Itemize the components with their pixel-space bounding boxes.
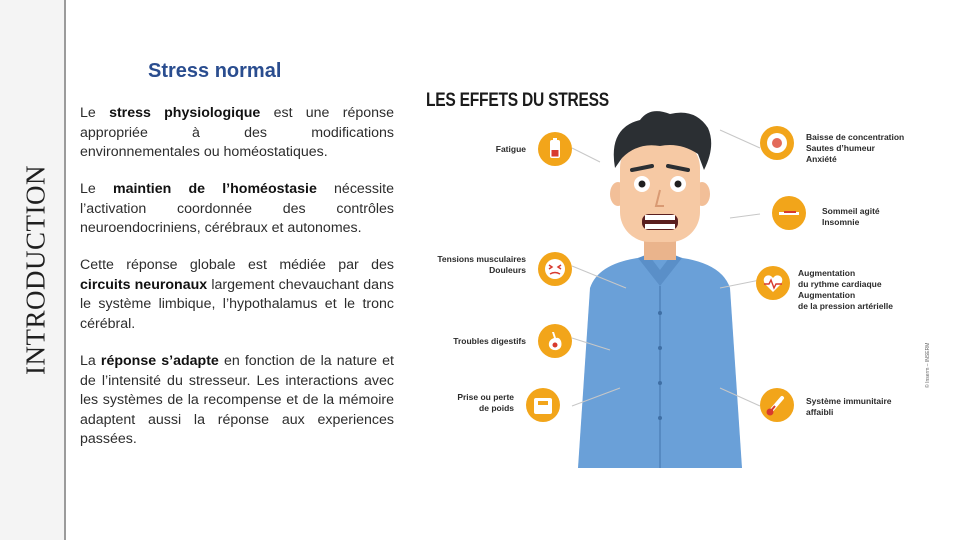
effect-line: Anxiété bbox=[806, 154, 837, 164]
effect-line: affaibli bbox=[806, 407, 834, 417]
effect-line: du rythme cardiaque bbox=[798, 279, 882, 289]
effect-line: Tensions musculaires bbox=[437, 254, 526, 264]
bold-term: circuits neuronaux bbox=[80, 276, 208, 293]
paragraph-homeostasis bbox=[80, 180, 394, 239]
effect-line: de poids bbox=[479, 403, 514, 413]
bold-term: stress physiologique bbox=[109, 105, 261, 121]
effect-line: Augmentation bbox=[798, 268, 856, 278]
effect-sleep bbox=[822, 206, 932, 228]
section-label: INTRODUCTION bbox=[20, 165, 51, 375]
infographic-title: LES EFFETS DU STRESS bbox=[426, 90, 609, 111]
effect-immune bbox=[806, 396, 936, 418]
paragraph-adaptive-response bbox=[80, 352, 394, 450]
effect-line: Insomnie bbox=[822, 217, 860, 227]
slide-title: Stress normal bbox=[148, 60, 282, 82]
bed-icon bbox=[772, 196, 806, 230]
effect-line: Sommeil agité bbox=[822, 206, 880, 216]
effect-line: Fatigue bbox=[495, 144, 526, 154]
heart-icon bbox=[756, 266, 790, 300]
brain-icon bbox=[760, 126, 794, 160]
text: La bbox=[80, 353, 101, 369]
effect-concentration bbox=[806, 132, 936, 165]
effect-weight bbox=[420, 392, 514, 414]
text: Le bbox=[80, 105, 110, 121]
stomach-icon bbox=[538, 324, 572, 358]
pain-face-icon bbox=[538, 252, 572, 286]
effect-muscle-tension bbox=[420, 254, 526, 276]
battery-icon bbox=[538, 132, 572, 166]
paragraph-neuronal-circuits bbox=[80, 256, 394, 334]
paragraph-physiological-stress bbox=[80, 104, 394, 163]
text: est une réponse appropriée à des modifications environnementales ou homéostatiques. bbox=[80, 105, 394, 160]
text: en fonction de la nature et de l’intensité du stresseur. Les interactions avec les systèmes de la recompense et de la mémoire adaptent aussi la réponse aux experiences passées. bbox=[80, 353, 394, 447]
effect-line: Douleurs bbox=[489, 265, 526, 275]
effect-line: Système immunitaire bbox=[806, 396, 892, 406]
stress-effects-infographic bbox=[420, 88, 940, 468]
scale-icon bbox=[526, 388, 560, 422]
effect-line: de la pression artérielle bbox=[798, 301, 893, 311]
bold-term: réponse s’adapte bbox=[100, 353, 219, 369]
effect-heart-rate bbox=[798, 268, 936, 312]
sidebar-band bbox=[0, 0, 66, 540]
effect-digestive bbox=[420, 336, 526, 347]
text: Le bbox=[80, 181, 113, 197]
text: Cette réponse globale est médiée par des bbox=[80, 257, 394, 273]
bold-term: maintien de l’homéostasie bbox=[112, 181, 317, 197]
text: largement chevauchant dans le système limbique, l’hypothalamus et le tronc cérébral. bbox=[80, 276, 394, 332]
text: nécessite l’activation coordonnée des contrôles neuroendocriniens, cérébraux et autonomes. bbox=[80, 181, 394, 236]
effect-line: Prise ou perte bbox=[457, 392, 514, 402]
effect-fatigue bbox=[450, 144, 526, 155]
effect-line: Baisse de concentration bbox=[806, 132, 905, 142]
effect-line: Sautes d’humeur bbox=[806, 143, 875, 153]
thermometer-icon bbox=[760, 388, 794, 422]
effect-line: Augmentation bbox=[798, 290, 856, 300]
image-credit: © Inserm – INSERM bbox=[925, 342, 931, 388]
effect-line: Troubles digestifs bbox=[453, 336, 526, 346]
